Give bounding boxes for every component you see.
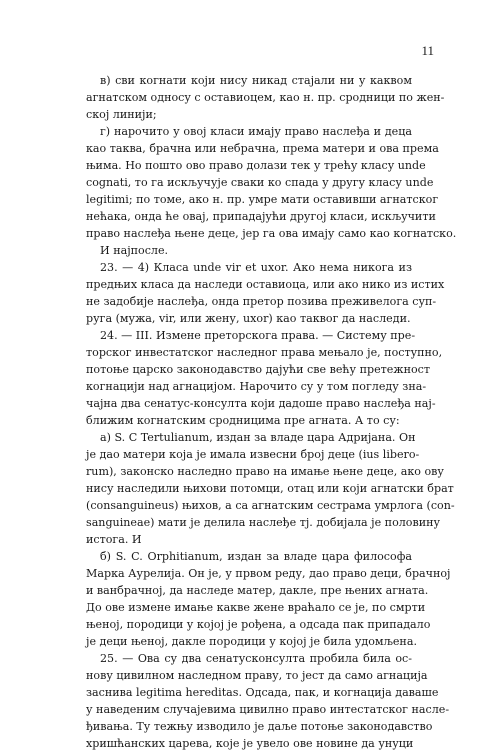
text-line: и ванбрачној, да наследе матер, дакле, пре њених агната. [86, 584, 429, 597]
text-line: б) S. C. Orphitianum, издан за владе цара философа [100, 550, 412, 563]
text-line: 25. — Ова су два сенатусконсулта пробила била ос- [100, 652, 412, 665]
text-line: потоње царско законодавство дајући све већу претежност [86, 363, 430, 376]
text-line: нећака, онда ће овај, припадајући другој класи, искључити [86, 210, 436, 223]
text-line: ближим когнатским сродницима пре агната. А то су: [86, 414, 400, 427]
text-line: агнатском односу с оставиоцем, као н. пр. сродници по жен- [86, 91, 445, 104]
text-line: заснива legitima hereditas. Одсада, пак, и когнација даваше [86, 686, 439, 699]
text-line: предњих класа да наследи оставиоца, или ако нико из истих [86, 278, 445, 291]
text-line: торског инвестатског наследног права мењало је, поступно, [86, 346, 443, 359]
text-line: 23. — 4) Класа unde vir et uxor. Ако нема никога из [100, 261, 412, 274]
text-line: њима. Но пошто ово право долази тек у трећу класу unde [86, 159, 426, 172]
text-line: хришћанских царева, које је увело ове новине да унуци [86, 737, 414, 750]
text-line: као таква, брачна или небрачна, према матери и ова према [86, 142, 439, 155]
text-line: sanguineae) мати је делила наслеђе тј. добијала је половину [86, 516, 441, 529]
text-line: а) S. C Tertulianum, издан за владе цара Адријана. Он [100, 431, 416, 444]
text-line: legitimi; по томе, ако н. пр. умре мати оставивши агнатског [86, 193, 439, 206]
text-line: 24. — III. Измене преторскога права. — Систему пре- [100, 329, 416, 342]
text-line: Марка Аурелија. Он је, у првом реду, дао право деци, брачној [86, 567, 451, 580]
text-line: когнацији над агнацијом. Нарочито су у том погледу зна- [86, 380, 427, 393]
text-line: rum), законско наследно право на имање њене деце, ако ову [86, 465, 444, 478]
text-line: cognati, то га искључује сваки ко спада у другу класу unde [86, 176, 434, 189]
text-line: ђивања. Ту тежњу изводило је даље потоње законодавство [86, 720, 433, 733]
text-line: је деци њеној, дакле породици у којој је била удомљена. [86, 635, 417, 648]
text-line: нису наследили њихови потомци, отац или који агнатски брат [86, 482, 454, 495]
text-line: г) нарочито у овој класи имају право наслеђа и деца [100, 125, 412, 138]
text-line: ској линији; [86, 108, 157, 121]
text-line: нову цивилном наследном праву, то јест да само агнација [86, 669, 428, 682]
text-line: њеној, породици у којој је рођена, а одсада пак припадало [86, 618, 431, 631]
text-line: истога. И [86, 533, 142, 546]
text-line: право наслеђа њене деце, јер га ова имају само као когнатско. [86, 227, 457, 240]
text-line: у наведеним случајевима цивилно право интестатског насле- [86, 703, 450, 716]
text-line: руга (мужа, vir, или жену, uxor) као таквог да наследи. [86, 312, 411, 325]
text-line: је дао матери која је имала извесни број деце (ius liberо- [86, 448, 420, 461]
body-text [86, 72, 457, 752]
text-line: чајна два сенатус-консулта који дадоше право наслеђа нај- [86, 397, 436, 410]
text-line: (consanguineus) њихов, а са агнатским сестрама умрлога (con- [86, 499, 455, 512]
text-line: не задобије наслеђа, онда претор позива преживелога суп- [86, 295, 437, 308]
text-line: в) сви когнати који нису никад стајали ни у каквом [100, 74, 412, 87]
page-number: 11 [421, 43, 434, 58]
text-line: До ове измене имање какве жене враћало се је, по смрти [86, 601, 426, 614]
text-line: И најпосле. [100, 244, 169, 257]
